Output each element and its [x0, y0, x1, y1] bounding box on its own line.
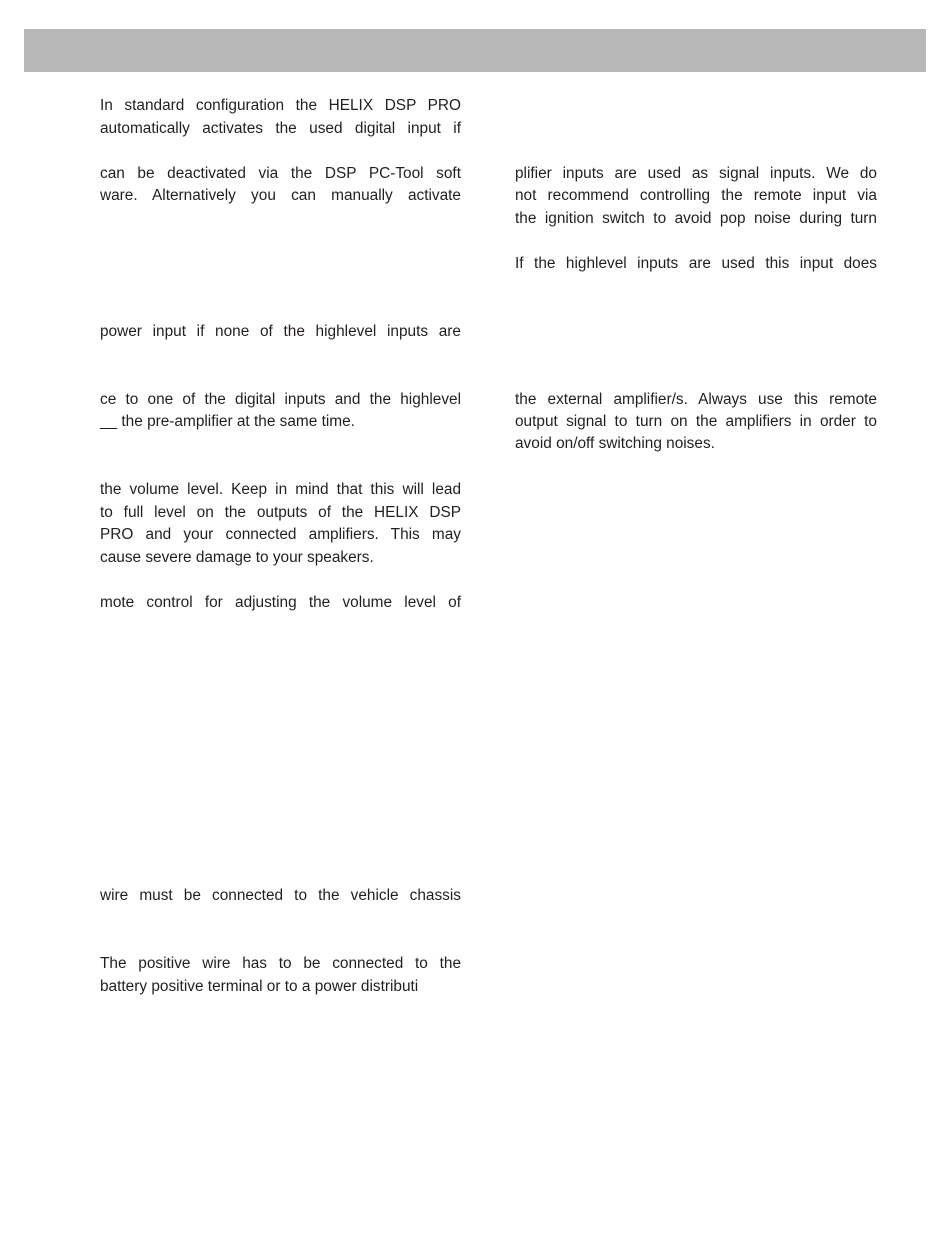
right-text-line: the ignition switch to avoid pop noise during turn	[515, 210, 877, 227]
right-text-line: plifier inputs are used as signal inputs. We do	[515, 165, 877, 182]
left-text-line: wire must be connected to the vehicle chassis	[100, 887, 461, 904]
left-text-line: __ the pre-amplifier at the same time.	[100, 413, 355, 430]
right-text-line: avoid on/off switching noises.	[515, 435, 715, 452]
left-text-line: cause severe damage to your speakers.	[100, 549, 374, 566]
left-text-line: battery positive terminal or to a power distributi	[100, 978, 419, 995]
left-text-line: the volume level. Keep in mind that this will lead	[100, 481, 461, 498]
right-text-line: not recommend controlling the remote input via	[515, 187, 877, 204]
left-text-line: The positive wire has to be connected to the	[100, 955, 461, 972]
right-text-line: the external amplifier/s. Always use this remote	[515, 391, 877, 408]
left-text-line: to full level on the outputs of the HELIX DSP	[100, 504, 461, 521]
left-text-line: power input if none of the highlevel inputs are	[100, 323, 461, 340]
left-text-line: ware. Alternatively you can manually activate	[100, 187, 461, 204]
left-text-line: automatically activates the used digital input if	[100, 120, 461, 137]
left-text-line: mote control for adjusting the volume level of	[100, 594, 461, 611]
header-bar	[24, 29, 926, 72]
left-text-line: In standard configuration the HELIX DSP PRO	[100, 97, 461, 114]
left-text-line: can be deactivated via the DSP PC-Tool soft	[100, 165, 461, 182]
left-text-line: ce to one of the digital inputs and the highlevel	[100, 391, 461, 408]
right-text-line: If the highlevel inputs are used this input does	[515, 255, 877, 272]
right-text-line: output signal to turn on the amplifiers in order to	[515, 413, 877, 430]
left-text-line: PRO and your connected amplifiers. This may	[100, 526, 461, 543]
